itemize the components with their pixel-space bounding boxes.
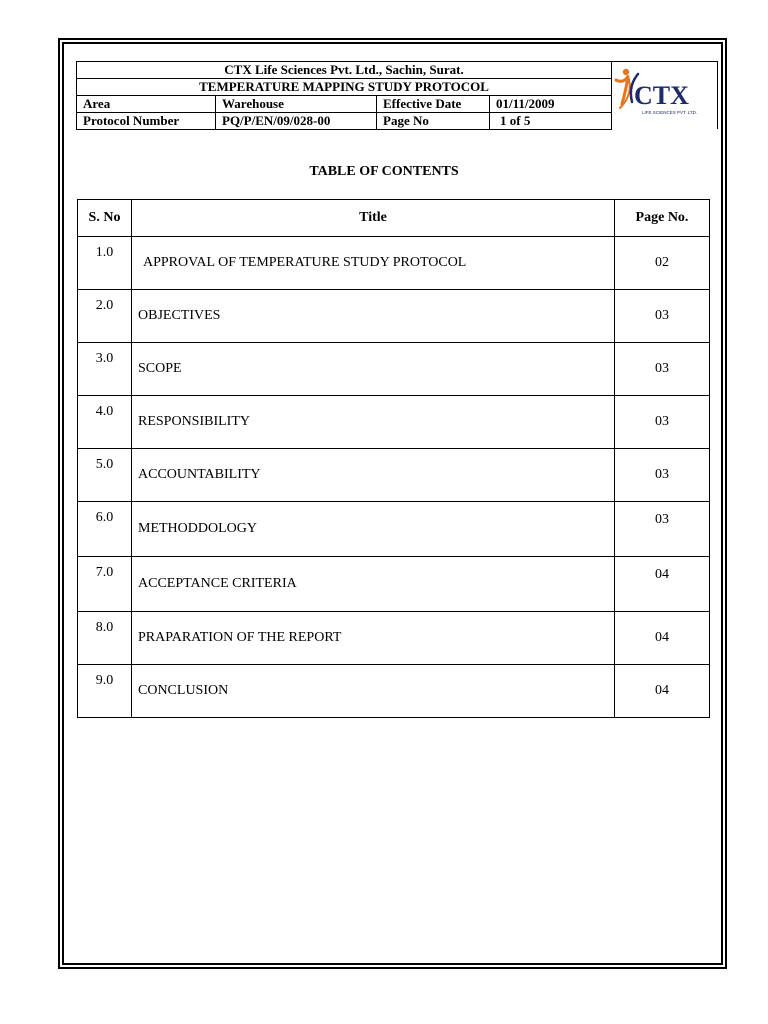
table-row bbox=[78, 343, 710, 396]
table-row bbox=[78, 557, 710, 612]
row-sno: 4.0 bbox=[78, 396, 132, 449]
row-title: CONCLUSION bbox=[132, 665, 615, 718]
row-sno: 6.0 bbox=[78, 502, 132, 557]
row-sno: 2.0 bbox=[78, 290, 132, 343]
row-page: 02 bbox=[615, 237, 710, 290]
company-name: CTX Life Sciences Pvt. Ltd., Sachin, Surat. bbox=[77, 62, 612, 79]
table-row bbox=[78, 396, 710, 449]
document-title: TEMPERATURE MAPPING STUDY PROTOCOL bbox=[77, 79, 612, 96]
logo-subtext: LIFE SCIENCES PVT. LTD. bbox=[642, 110, 698, 115]
protocol-number-label: Protocol Number bbox=[77, 113, 216, 130]
area-value: Warehouse bbox=[216, 96, 377, 113]
effective-date-label: Effective Date bbox=[377, 96, 490, 113]
row-title: APPROVAL OF TEMPERATURE STUDY PROTOCOL bbox=[132, 237, 615, 290]
toc-header-row bbox=[78, 200, 710, 237]
area-label: Area bbox=[77, 96, 216, 113]
row-page: 03 bbox=[615, 502, 710, 557]
protocol-number-value: PQ/P/EN/09/028-00 bbox=[216, 113, 377, 130]
row-sno: 1.0 bbox=[78, 237, 132, 290]
row-title: OBJECTIVES bbox=[132, 290, 615, 343]
row-page: 03 bbox=[615, 396, 710, 449]
ctx-logo bbox=[612, 64, 712, 122]
logo-text: CTX bbox=[634, 81, 689, 110]
column-header-title: Title bbox=[132, 200, 615, 237]
effective-date-value: 01/11/2009 bbox=[490, 96, 612, 113]
table-row bbox=[78, 665, 710, 718]
table-row bbox=[78, 612, 710, 665]
row-sno: 5.0 bbox=[78, 449, 132, 502]
page-no-value: 1 of 5 bbox=[490, 113, 612, 130]
row-title: RESPONSIBILITY bbox=[132, 396, 615, 449]
toc-table bbox=[77, 199, 710, 718]
row-title: METHODDOLOGY bbox=[132, 502, 615, 557]
row-page: 03 bbox=[615, 449, 710, 502]
document-header bbox=[76, 61, 612, 130]
row-page: 04 bbox=[615, 557, 710, 612]
column-header-sno: S. No bbox=[78, 200, 132, 237]
row-page: 03 bbox=[615, 290, 710, 343]
column-header-page: Page No. bbox=[615, 200, 710, 237]
row-title: SCOPE bbox=[132, 343, 615, 396]
row-title: PRAPARATION OF THE REPORT bbox=[132, 612, 615, 665]
row-title: ACCOUNTABILITY bbox=[132, 449, 615, 502]
row-sno: 7.0 bbox=[78, 557, 132, 612]
row-page: 04 bbox=[615, 612, 710, 665]
row-page: 03 bbox=[615, 343, 710, 396]
row-sno: 8.0 bbox=[78, 612, 132, 665]
table-row bbox=[78, 290, 710, 343]
row-page: 04 bbox=[615, 665, 710, 718]
row-sno: 3.0 bbox=[78, 343, 132, 396]
toc-heading: TABLE OF CONTENTS bbox=[309, 164, 459, 179]
table-row bbox=[78, 237, 710, 290]
row-sno: 9.0 bbox=[78, 665, 132, 718]
table-row bbox=[78, 449, 710, 502]
row-title: ACCEPTANCE CRITERIA bbox=[132, 557, 615, 612]
page-no-label: Page No bbox=[377, 113, 490, 130]
table-row bbox=[78, 502, 710, 557]
